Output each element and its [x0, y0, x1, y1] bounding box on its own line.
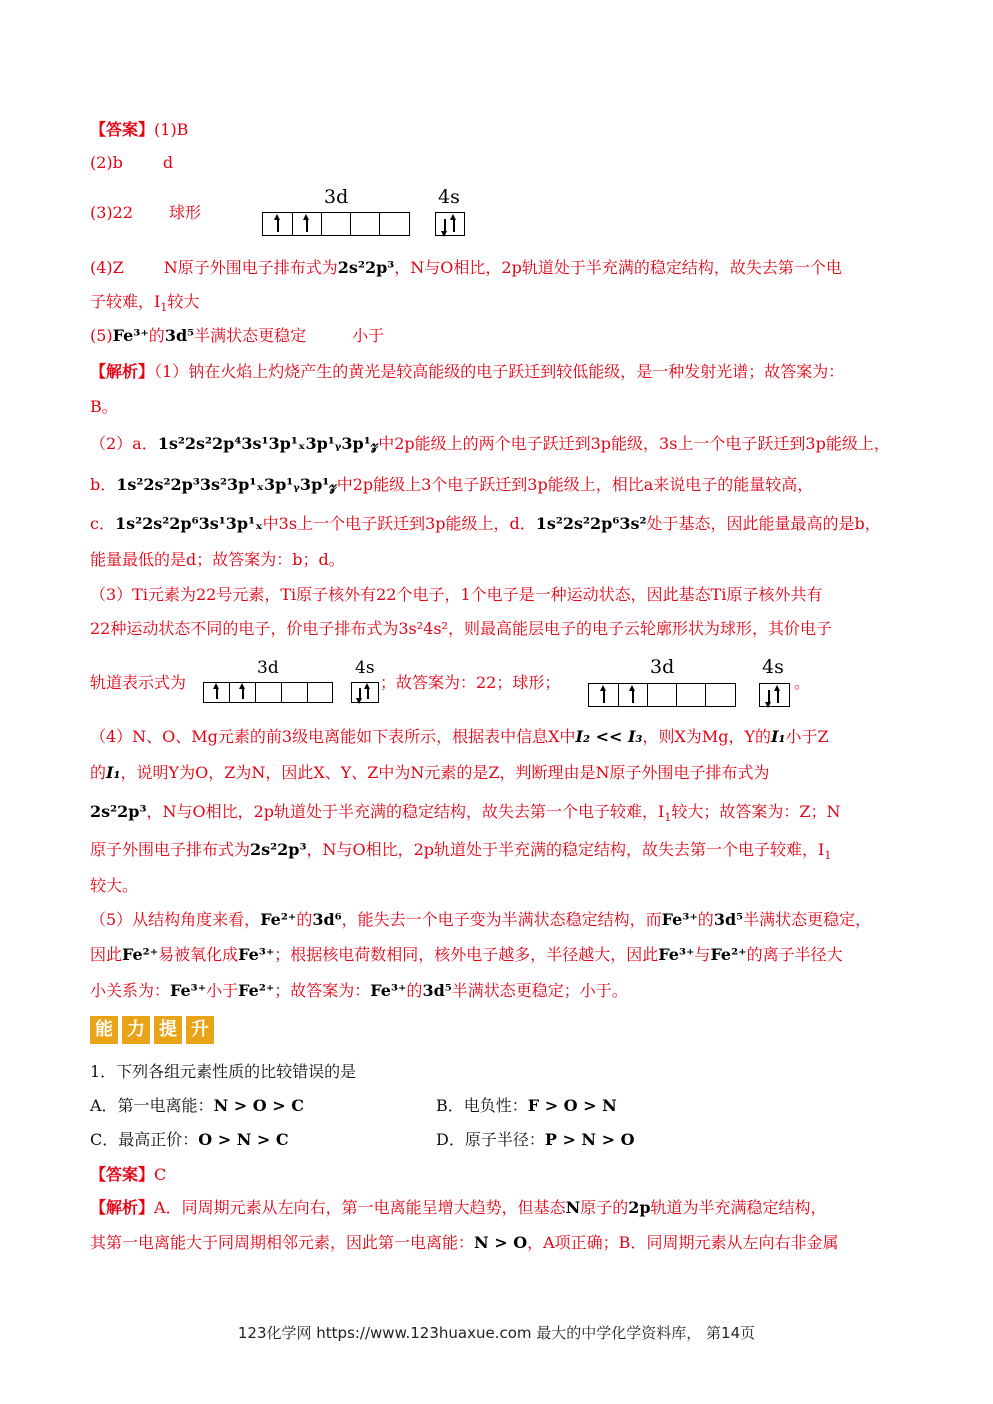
analysis-4c2: 较大；故答案为：Z；N [671, 802, 841, 821]
analysis-line-4b [90, 762, 770, 784]
formula-3d6: 3d⁶ [312, 910, 342, 929]
formula-cfg-a: 1s²2s²2p⁴3s¹3p¹ₓ3p¹ᵧ3p¹𝓏 [157, 434, 379, 453]
analysis-line-3b [90, 618, 832, 640]
answer-4e: 较大 [167, 292, 200, 311]
analysis-2a1: （2）a． [90, 434, 158, 453]
q-analysis-tag: 【解析】 [90, 1198, 155, 1217]
formula-fe3: Fe³⁺ [658, 945, 695, 964]
orbital-3d-boxes [203, 682, 333, 703]
answer-line-2 [90, 152, 173, 174]
answer-1: (1)B [154, 120, 189, 139]
analysis-line-4a [90, 726, 829, 748]
formula-cfg-n: 2s²2p³ [337, 258, 395, 277]
up-arrow-icon [603, 690, 605, 703]
answer-5b: 的 [148, 326, 165, 345]
analysis-5c5: 半满状态更稳定；小于。 [451, 981, 628, 1000]
analysis-3c3: 。 [794, 673, 811, 692]
orbital-4s-box [759, 683, 790, 707]
formula-fe2: Fe²⁺ [710, 945, 747, 964]
option-a-formula: N > O > C [213, 1096, 304, 1115]
analysis-3c2: ；故答案为：22；球形； [380, 673, 561, 692]
option-c-label: C．最高正价： [90, 1130, 199, 1149]
analysis-3b: 22种运动状态不同的电子，价电子排布式为3s²4s²，则最高能层电子的电子云轮廓形状为球形，其价电子 [90, 619, 832, 638]
analysis-line-4c: 2s²2p³，N与O相比，2p轨道处于半充满的稳定结构，故失去第一个电子较难，$I_1$较大；故答案为：Z；N [90, 802, 841, 825]
answer-4d: 子较难，I [90, 292, 161, 311]
analysis-5c3: ；故答案为： [274, 981, 371, 1000]
analysis-2a2: 中2p能级上的两个电子跃迁到3p能级，3s上一个电子跃迁到3p能级上， [378, 434, 890, 453]
orbital-4s-label: 4s [762, 656, 784, 678]
q-analysis-1c: 轨道为半充满稳定结构， [650, 1198, 827, 1217]
analysis-3a: （3）Ti元素为22号元素，Ti原子核外有22个电子，1个电子是一种运动状态，因此基态Ti原子核外共有 [90, 585, 823, 604]
analysis-line-5a [90, 909, 871, 931]
down-arrow-icon [444, 219, 446, 232]
q-analysis-1b: 原子的 [580, 1198, 629, 1217]
formula-cfg-n: 2s²2p³ [250, 840, 307, 859]
analysis-4a2: ，则X为Mg，Y的 [642, 727, 772, 746]
analysis-1a: （1）钠在火焰上灼烧产生的黄光是较高能级的电子跃迁到较低能级，是一种发射光谱；故答案为： [154, 362, 845, 381]
analysis-5a2: 的 [296, 910, 313, 929]
analysis-4d2: ，N与O相比，2p轨道处于半充满的稳定结构，故失去第一个电子较难，I [306, 840, 825, 859]
formula-fe2: Fe²⁺ [260, 910, 297, 929]
analysis-line-5c [90, 980, 628, 1002]
up-arrow-icon [216, 688, 218, 699]
q-answer-tag: 【答案】 [90, 1165, 155, 1184]
analysis-5a5: 半满状态更稳定， [743, 910, 872, 929]
analysis-line-2c [90, 513, 881, 535]
analysis-5b5: 的离子半径大 [746, 945, 843, 964]
answer-5d: 小于 [352, 326, 385, 345]
answer-5a: (5) [90, 326, 113, 345]
q-answer-value: C [154, 1165, 167, 1184]
q-analysis-2b: ，A项正确；B．同周期元素从左向右非金属 [527, 1233, 839, 1252]
formula-i1: I₁ [106, 763, 121, 782]
option-c [90, 1129, 289, 1151]
up-arrow-icon [453, 219, 455, 232]
answer-2b: d [162, 153, 174, 172]
analysis-2c1: c． [90, 514, 115, 533]
q-analysis-1a: A．同周期元素从左向右，第一电离能呈增大趋势，但基态 [154, 1198, 566, 1217]
option-b-formula: F > O > N [527, 1096, 617, 1115]
orbital-4s-label: 4s [438, 186, 460, 208]
answer-line-3 [90, 202, 201, 224]
orbital-3d-label: 3d [324, 186, 349, 208]
banner-char: 力 [122, 1016, 150, 1044]
option-b-label: B．电负性： [436, 1096, 528, 1115]
analysis-4c1: ，N与O相比，2p轨道处于半充满的稳定结构，故失去第一个电子较难，I [146, 802, 665, 821]
formula-fe2: Fe²⁺ [122, 945, 159, 964]
formula-cfg-n: 2s²2p³ [90, 802, 147, 821]
question-stem: 1．下列各组元素性质的比较错误的是 [90, 1062, 357, 1081]
formula-2p: 2p [628, 1198, 651, 1217]
orbital-4s-box [351, 682, 379, 703]
banner-char: 能 [90, 1016, 118, 1044]
formula-fe3: Fe³⁺ [370, 981, 407, 1000]
analysis-5b1: 因此 [90, 945, 123, 964]
q-analysis-line-2 [90, 1232, 838, 1254]
up-arrow-icon [277, 219, 279, 232]
analysis-4e: 较大。 [90, 876, 139, 895]
orbital-3d-label: 3d [650, 656, 675, 678]
analysis-4a1: （4）N、O、Mg元素的前3级电离能如下表所示，根据表中信息X中 [90, 727, 576, 746]
option-c-formula: O > N > C [198, 1130, 289, 1149]
analysis-3c1: 轨道表示式为 [90, 673, 187, 692]
down-arrow-icon [768, 690, 770, 703]
analysis-line-3c2 [380, 672, 560, 694]
analysis-line-2b [90, 474, 813, 496]
answer-3b: 球形 [169, 203, 202, 222]
orbital-3d-boxes [262, 212, 410, 236]
formula-n-gt-o: N > O [474, 1233, 528, 1252]
analysis-5b3: ；根据核电荷数相同，核外电子越多，半径越大，因此 [274, 945, 659, 964]
formula-3d5: 3d⁵ [164, 326, 195, 345]
analysis-5c2: 小于 [206, 981, 239, 1000]
up-arrow-icon [367, 688, 369, 699]
formula-fe3: Fe³⁺ [170, 981, 207, 1000]
formula-cfg-d: 1s²2s²2p⁶3s² [535, 514, 647, 533]
up-arrow-icon [777, 690, 779, 703]
analysis-4a3: 小于Z [785, 727, 829, 746]
formula-i1: I₁ [771, 727, 786, 746]
analysis-line-3c [90, 672, 186, 694]
analysis-1b: B。 [90, 397, 118, 416]
analysis-2b2: 中2p能级上3个电子跃迁到3p能级上，相比a来说电子的能量较高， [336, 475, 814, 494]
formula-n: N [565, 1198, 581, 1217]
up-arrow-icon [242, 688, 244, 699]
orbital-3d-label: 3d [257, 658, 279, 678]
analysis-4b2: ，说明Y为O，Z为N，因此X、Y、Z中为N元素的是Z，判断理由是N原子外围电子排布式为 [120, 763, 770, 782]
option-b [436, 1095, 617, 1117]
analysis-line-2a [90, 433, 890, 455]
analysis-5b2: 易被氧化成 [158, 945, 239, 964]
analysis-tag: 【解析】 [90, 362, 155, 381]
orbital-4s-label: 4s [355, 658, 375, 678]
formula-fe3: Fe³⁺ [112, 326, 149, 345]
answer-2a: (2)b [90, 153, 123, 172]
q-analysis-line-1 [90, 1197, 827, 1219]
analysis-line-4e [90, 875, 138, 897]
analysis-line-4d: 原子外围电子排布式为2s²2p³，N与O相比，2p轨道处于半充满的稳定结构，故失去第一个电子较难，$I_1$ [90, 840, 832, 863]
q-answer-line [90, 1164, 166, 1186]
analysis-2c2: 中3s上一个电子跃迁到3p能级上，d． [262, 514, 536, 533]
option-a-label: A．第一电离能： [90, 1096, 214, 1115]
analysis-4d1: 原子外围电子排布式为 [90, 840, 251, 859]
formula-fe3: Fe³⁺ [238, 945, 275, 964]
option-d-label: D．原子半径： [436, 1130, 545, 1149]
analysis-5a4: 的 [697, 910, 714, 929]
analysis-5a3: ，能失去一个电子变为半满状态稳定结构，而 [341, 910, 662, 929]
analysis-5c4: 的 [406, 981, 423, 1000]
answer-5c: 半满状态更稳定 [194, 326, 307, 345]
up-arrow-icon [306, 219, 308, 232]
formula-cfg-c: 1s²2s²2p⁶3s¹3p¹ₓ [114, 514, 263, 533]
analysis-line-3a [90, 584, 822, 606]
formula-fe3: Fe³⁺ [661, 910, 698, 929]
option-d-formula: P > N > O [544, 1130, 635, 1149]
formula-i2i3: I₂ << I₃ [575, 727, 643, 746]
formula-3d5: 3d⁵ [713, 910, 744, 929]
analysis-5c1: 小关系为： [90, 981, 171, 1000]
down-arrow-icon [359, 688, 361, 699]
banner-char: 提 [154, 1016, 182, 1044]
orbital-3d-boxes [588, 683, 736, 707]
answer-4c: ，N与O相比，2p轨道处于半充满的稳定结构，故失去第一个电 [394, 258, 842, 277]
analysis-line-3c3 [794, 672, 810, 694]
answer-tag: 【答案】 [90, 120, 155, 139]
up-arrow-icon [632, 690, 634, 703]
analysis-line-5b [90, 944, 843, 966]
analysis-line-1 [90, 361, 844, 383]
orbital-4s-box [435, 212, 465, 236]
formula-fe2: Fe²⁺ [238, 981, 275, 1000]
section-banner [90, 1016, 214, 1044]
analysis-2d: 能量最低的是d；故答案为：b；d。 [90, 550, 345, 569]
analysis-5a1: （5）从结构角度来看， [90, 910, 261, 929]
analysis-5b4: 与 [694, 945, 711, 964]
analysis-line-2d [90, 549, 345, 571]
answer-line-5 [90, 325, 384, 347]
option-d [436, 1129, 635, 1151]
analysis-2c3: 处于基态，因此能量最高的是b， [646, 514, 881, 533]
answer-line-4 [90, 257, 842, 279]
banner-char: 升 [186, 1016, 214, 1044]
page-footer: 123化学网 https://www.123huaxue.com 最大的中学化学资料库， 第14页 [237, 1324, 756, 1342]
answer-line-4b: 子较难，$I_1$较大 [90, 292, 200, 315]
answer-4b: N原子外围电子排布式为 [163, 258, 338, 277]
option-a [90, 1095, 304, 1117]
answer-line-1 [90, 119, 188, 141]
analysis-2b1: b． [90, 475, 117, 494]
answer-3a: (3)22 [90, 203, 134, 222]
q-analysis-2a: 其第一电离能大于同周期相邻元素，因此第一电离能： [90, 1233, 475, 1252]
analysis-line-1b [90, 396, 118, 418]
answer-4a: (4)Z [90, 258, 124, 277]
analysis-4b1: 的 [90, 763, 107, 782]
formula-3d5: 3d⁵ [422, 981, 452, 1000]
formula-cfg-b: 1s²2s²2p³3s²3p¹ₓ3p¹ᵧ3p¹𝓏 [116, 475, 337, 494]
